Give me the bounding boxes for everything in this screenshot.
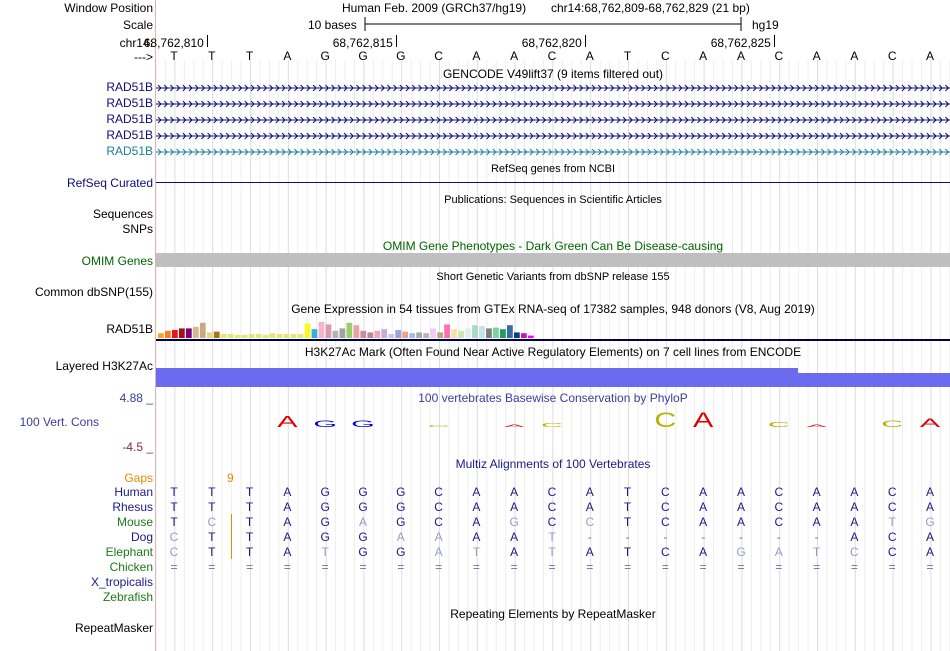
cons-letter: C: [654, 407, 677, 432]
alignment-base: -: [587, 530, 592, 544]
cons-letter: C: [767, 420, 790, 429]
alignment-base: A: [510, 485, 519, 499]
alignment-base: C: [547, 515, 557, 529]
alignment-base: A: [736, 515, 745, 529]
alignment-base: T: [623, 485, 632, 499]
alignment-base: T: [245, 500, 254, 514]
alignment-base: C: [887, 500, 897, 514]
alignment-base: -: [625, 530, 630, 544]
sequence-base: G: [320, 49, 330, 63]
alignment-base: =: [208, 560, 216, 574]
alignment-base: A: [283, 545, 292, 559]
sequence-base: C: [887, 49, 897, 63]
sequence-base: A: [699, 49, 708, 63]
cons-letter: C: [541, 421, 563, 429]
alignment-base: =: [397, 560, 405, 574]
sequence-base: G: [396, 49, 406, 63]
alignment-base: A: [510, 545, 519, 559]
cons-letter: C: [427, 424, 450, 428]
coord-label: 68,762,825: [710, 36, 771, 50]
sequence-base: A: [472, 49, 481, 63]
alignment-base: T: [208, 500, 216, 514]
alignment-base: =: [699, 560, 707, 574]
gtex-title: Gene Expression in 54 tissues from GTEx RNA-seq of 17382 samples, 948 donors (V8, Aug 2019): [291, 302, 815, 316]
cons-letter: G: [313, 419, 338, 429]
alignment-base: A: [434, 545, 443, 559]
cons-letter: G: [351, 419, 375, 429]
alignment-base: =: [283, 560, 291, 574]
alignment-base: T: [170, 500, 178, 514]
alignment-base: A: [510, 500, 519, 514]
cons-title: 100 vertebrates Basewise Conservation by PhyloP: [418, 391, 688, 405]
cons-letter: A: [504, 424, 525, 428]
alignment-base: A: [283, 485, 292, 499]
alignment-base: A: [283, 515, 292, 529]
alignment-base: G: [925, 515, 935, 529]
gap-count: 9: [227, 471, 234, 485]
alignment-base: C: [774, 515, 784, 529]
gencode-transcript-label[interactable]: RAD51B: [106, 80, 153, 94]
alignment-base: A: [736, 485, 745, 499]
species-label[interactable]: Rhesus: [112, 500, 153, 514]
publications-title: Publications: Sequences in Scientific Articles: [444, 194, 662, 206]
alignment-base: T: [472, 545, 481, 559]
multiz-title: Multiz Alignments of 100 Vertebrates: [455, 457, 651, 471]
alignment-base: G: [320, 500, 330, 514]
alignment-base: =: [321, 560, 329, 574]
refseq-label[interactable]: RefSeq Curated: [66, 176, 153, 190]
alignment-base: C: [887, 530, 897, 544]
sequence-base: T: [170, 49, 178, 63]
alignment-base: =: [888, 560, 896, 574]
alignment-base: C: [207, 515, 217, 529]
species-label[interactable]: Elephant: [105, 545, 153, 559]
alignment-base: =: [548, 560, 556, 574]
alignment-base: =: [586, 560, 594, 574]
alignment-base: G: [320, 530, 330, 544]
omim-label[interactable]: OMIM Genes: [81, 254, 153, 268]
species-label[interactable]: Zebrafish: [102, 590, 153, 604]
alignment-base: -: [739, 530, 743, 544]
alignment-base: C: [169, 530, 179, 544]
omim-title: OMIM Gene Phenotypes - Dark Green Can Be Disease-causing: [382, 239, 724, 253]
alignment-base: C: [887, 485, 897, 499]
alignment-base: T: [623, 515, 632, 529]
alignment-base: C: [434, 500, 443, 514]
alignment-base: T: [245, 485, 254, 499]
alignment-base: G: [396, 485, 406, 499]
sequence-base: C: [547, 49, 557, 63]
gaps-label[interactable]: Gaps: [124, 471, 153, 485]
alignment-base: A: [925, 545, 934, 559]
scale-db: hg19: [752, 18, 779, 32]
alignment-base: A: [812, 485, 821, 499]
gtex-label[interactable]: RAD51B: [106, 322, 153, 336]
alignment-base: G: [736, 545, 746, 559]
alignment-base: A: [472, 485, 481, 499]
alignment-base: C: [661, 500, 670, 514]
alignment-base: =: [926, 560, 934, 574]
alignment-base: C: [547, 500, 557, 514]
alignment-base: A: [396, 530, 405, 544]
sequence-base: C: [434, 49, 443, 63]
cons-letter: A: [806, 423, 827, 428]
alignment-base: C: [169, 545, 179, 559]
sequence-base: A: [510, 49, 519, 63]
alignment-base: A: [699, 485, 708, 499]
alignment-base: G: [396, 500, 406, 514]
alignment-base: =: [246, 560, 254, 574]
sequence-base: C: [774, 49, 784, 63]
alignment-base: A: [585, 545, 594, 559]
sequence-base: C: [661, 49, 670, 63]
alignment-base: -: [701, 530, 706, 544]
alignment-base: =: [850, 560, 858, 574]
scale-label: Scale: [122, 18, 153, 32]
alignment-base: T: [208, 530, 216, 544]
alignment-base: C: [774, 485, 784, 499]
coord-label: 68,762,820: [521, 36, 582, 50]
alignment-base: G: [320, 515, 330, 529]
coord-label: 68,762,815: [332, 36, 393, 50]
alignment-base: A: [925, 500, 934, 514]
alignment-base: =: [435, 560, 443, 574]
alignment-base: =: [813, 560, 821, 574]
alignment-base: =: [624, 560, 632, 574]
alignment-base: A: [283, 530, 292, 544]
alignment-base: C: [774, 500, 784, 514]
gencode-title: GENCODE V49lift37 (9 items filtered out): [442, 67, 664, 81]
sequence-base: G: [358, 49, 368, 63]
alignment-base: A: [774, 545, 783, 559]
sequence-base: A: [585, 49, 594, 63]
alignment-base: T: [170, 515, 178, 529]
alignment-base: C: [434, 485, 443, 499]
alignment-base: T: [623, 545, 632, 559]
alignment-base: G: [358, 545, 368, 559]
alignment-base: A: [699, 545, 708, 559]
alignment-base: T: [245, 545, 254, 559]
alignment-base: A: [510, 530, 519, 544]
alignment-base: C: [434, 515, 443, 529]
repeatmasker-title: Repeating Elements by RepeatMasker: [450, 607, 656, 621]
alignment-base: A: [472, 500, 481, 514]
repeatmasker-label[interactable]: RepeatMasker: [74, 621, 153, 635]
alignment-base: A: [812, 515, 821, 529]
window-position-value[interactable]: chr14:68,762,809-68,762,829 (21 bp): [551, 1, 750, 15]
cons-ymin: -4.5 _: [122, 440, 153, 454]
sequence-base: A: [736, 49, 745, 63]
alignment-base: =: [510, 560, 518, 574]
species-label[interactable]: X_tropicalis: [90, 575, 153, 589]
alignment-base: G: [320, 485, 330, 499]
alignment-base: T: [245, 530, 254, 544]
alignment-base: =: [472, 560, 480, 574]
alignment-base: C: [850, 545, 859, 559]
sequence-base: T: [208, 49, 216, 63]
alignment-base: T: [548, 545, 556, 559]
sequence-base: A: [283, 49, 292, 63]
alignment-base: T: [548, 530, 556, 544]
publications-label[interactable]: Sequences: [92, 207, 153, 221]
cons-letter: A: [277, 413, 298, 431]
alignment-base: G: [396, 515, 406, 529]
cons-letter: A: [919, 416, 941, 430]
alignment-base: =: [737, 560, 745, 574]
alignment-base: G: [358, 500, 368, 514]
scale-text: 10 bases: [308, 18, 357, 32]
species-label[interactable]: Chicken: [109, 560, 153, 574]
chrom-label: chr14:: [119, 36, 153, 50]
dbsnp-title: Short Genetic Variants from dbSNP release 155: [436, 271, 670, 283]
sequence-base: A: [812, 49, 821, 63]
alignment-base: G: [509, 515, 519, 529]
species-label[interactable]: Mouse: [116, 515, 153, 529]
alignment-base: T: [321, 545, 329, 559]
alignment-base: A: [699, 515, 708, 529]
alignment-base: C: [661, 515, 670, 529]
cons-label[interactable]: 100 Vert. Cons: [19, 415, 99, 429]
species-label[interactable]: Human: [114, 485, 153, 499]
strand-label: --->: [134, 50, 153, 64]
alignment-base: C: [585, 515, 595, 529]
refseq-title: RefSeq genes from NCBI: [490, 163, 616, 175]
alignment-base: A: [358, 515, 367, 529]
alignment-base: A: [812, 500, 821, 514]
alignment-base: A: [283, 500, 292, 514]
species-label[interactable]: Dog: [130, 530, 153, 544]
coord-label: 68,762,810: [143, 36, 204, 50]
alignment-base: A: [925, 485, 934, 499]
alignment-base: A: [736, 500, 745, 514]
sequence-base: T: [623, 49, 632, 63]
alignment-base: A: [472, 530, 481, 544]
sequence-base: A: [925, 49, 934, 63]
alignment-base: G: [358, 530, 368, 544]
alignment-base: T: [208, 485, 216, 499]
gencode-transcript-label[interactable]: RAD51B: [106, 144, 153, 158]
alignment-base: =: [661, 560, 669, 574]
alignment-base: T: [208, 545, 216, 559]
alignment-base: A: [925, 530, 934, 544]
cons-letter: A: [693, 407, 714, 432]
gencode-transcript-label[interactable]: RAD51B: [106, 128, 153, 142]
cons-letter: C: [881, 419, 904, 429]
alignment-base: C: [661, 545, 670, 559]
alignment-base: A: [850, 515, 859, 529]
alignment-base: A: [585, 500, 594, 514]
h3k27ac-label[interactable]: Layered H3K27Ac: [55, 359, 153, 373]
assembly-name: Human Feb. 2009 (GRCh37/hg19): [342, 1, 527, 15]
alignment-base: A: [699, 500, 708, 514]
alignment-base: -: [663, 530, 668, 544]
alignment-base: T: [170, 485, 178, 499]
alignment-base: T: [245, 515, 254, 529]
alignment-base: =: [170, 560, 178, 574]
alignment-base: =: [359, 560, 367, 574]
alignment-base: -: [814, 530, 819, 544]
alignment-base: A: [850, 500, 859, 514]
alignment-base: A: [472, 515, 481, 529]
alignment-base: =: [775, 560, 783, 574]
alignment-base: C: [887, 545, 897, 559]
gencode-transcript-label[interactable]: RAD51B: [106, 112, 153, 126]
alignment-base: A: [850, 485, 859, 499]
snps-label[interactable]: SNPs: [122, 222, 153, 236]
alignment-base: T: [623, 500, 632, 514]
alignment-base: C: [661, 485, 670, 499]
h3k27ac-title: H3K27Ac Mark (Often Found Near Active Regulatory Elements) on 7 cell lines from ENCODE: [304, 345, 802, 359]
dbsnp-label[interactable]: Common dbSNP(155): [34, 285, 153, 299]
window-position-label: Window Position: [64, 1, 153, 15]
alignment-base: T: [888, 515, 896, 529]
alignment-base: G: [396, 545, 406, 559]
sequence-base: A: [850, 49, 859, 63]
alignment-base: A: [434, 530, 443, 544]
sequence-base: T: [245, 49, 254, 63]
gencode-transcript-label[interactable]: RAD51B: [106, 96, 153, 110]
alignment-base: T: [812, 545, 821, 559]
alignment-base: G: [358, 485, 368, 499]
cons-ymax: 4.88 _: [119, 391, 153, 405]
alignment-base: C: [547, 485, 557, 499]
alignment-base: A: [585, 485, 594, 499]
alignment-base: A: [850, 530, 859, 544]
alignment-base: -: [776, 530, 781, 544]
